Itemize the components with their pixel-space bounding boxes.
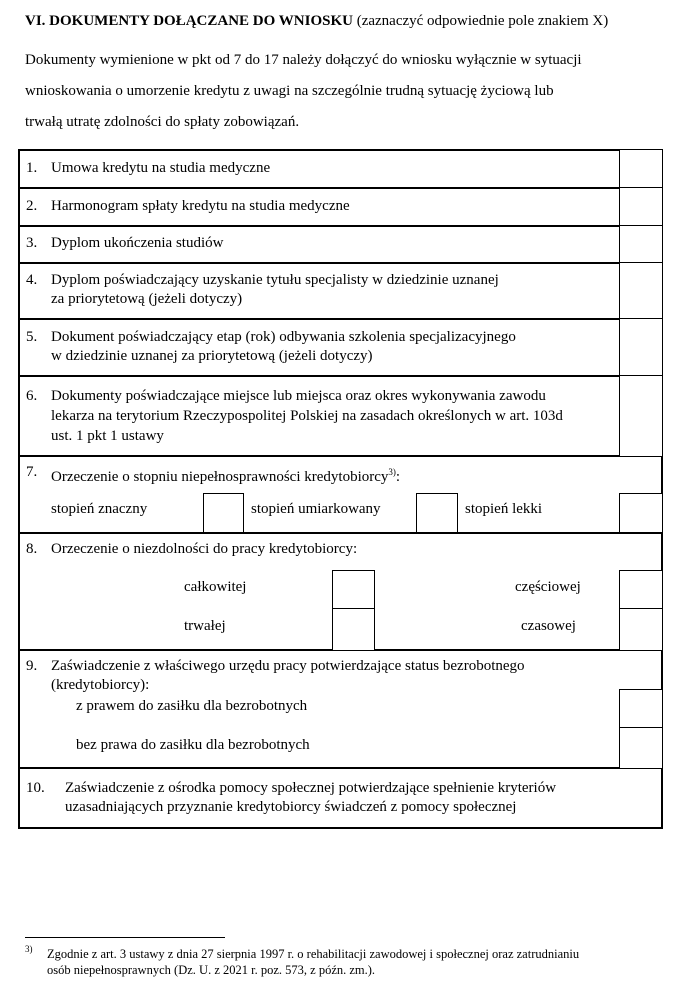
item-number: 10.: [26, 780, 45, 796]
checkbox-dyplom[interactable]: [619, 225, 663, 264]
checkbox-calkowitej[interactable]: [332, 570, 375, 610]
footnote-mark: 3): [25, 944, 33, 954]
item-number: 1.: [26, 160, 38, 176]
item-label-suffix: :: [395, 469, 401, 485]
option-label: całkowitej: [184, 579, 247, 595]
item-number: 2.: [26, 198, 38, 214]
item-label-line-1: Zaświadczenie z właściwego urzędu pracy potwierdzające status bezrobotnego: [51, 658, 525, 674]
checkbox-czasowej[interactable]: [619, 608, 663, 651]
option-label: z prawem do zasiłku dla bezrobotnych: [76, 698, 308, 714]
checkbox-miejsce-wykonywania[interactable]: [619, 375, 663, 457]
item-label-line-2: (kredytobiorcy):: [51, 677, 150, 693]
item-label-line-2: lekarza na terytorium Rzeczypospolitej Polskiej na zasadach określonych w art. 103d: [51, 408, 563, 424]
checkbox-stopien-znaczny[interactable]: [203, 493, 244, 533]
section-instruction: (zaznaczyć odpowiednie pole znakiem X): [356, 13, 609, 29]
item-label-text: Orzeczenie o stopniu niepełnosprawności kredytobiorcy: [51, 469, 389, 485]
checkbox-harmonogram[interactable]: [619, 187, 663, 227]
option-label: stopień umiarkowany: [251, 501, 381, 517]
item-label: Umowa kredytu na studia medyczne: [51, 160, 271, 176]
item-label: [51, 463, 400, 487]
item-label-line-1: Dyplom poświadczający uzyskanie tytułu specjalisty w dziedzinie uznanej: [51, 272, 499, 288]
item-label-line-2: uzasadniających przyznanie kredytobiorcy świadczeń z pomocy społecznej: [65, 799, 517, 815]
checkbox-dyplom-specjalisty[interactable]: [619, 262, 663, 320]
item-label-line-1: Zaświadczenie z ośrodka pomocy społecznej potwierdzające spełnienie kryteriów: [65, 780, 557, 796]
option-label: stopień znaczny: [51, 501, 148, 517]
checkbox-etap-szkolenia[interactable]: [619, 318, 663, 377]
intro-line-2: wnioskowania o umorzenie kredytu z uwagi na szczególnie trudną sytuację życiową lub: [25, 83, 554, 99]
item-label-line-2: w dziedzinie uznanej za priorytetową (jeżeli dotyczy): [51, 348, 373, 364]
checkbox-trwalej[interactable]: [332, 608, 375, 651]
checkbox-stopien-lekki[interactable]: [619, 493, 663, 533]
item-number: 8.: [26, 541, 38, 557]
item-label-line-1: Dokument poświadczający etap (rok) odbywania szkolenia specjalizacyjnego: [51, 329, 516, 345]
footnote-line-2: osób niepełnosprawnych (Dz. U. z 2021 r. poz. 573, z późn. zm.).: [47, 963, 376, 977]
checkbox-umowa-kredytu[interactable]: [619, 149, 663, 189]
option-label: czasowej: [521, 618, 576, 634]
item-label: Orzeczenie o niezdolności do pracy kredytobiorcy:: [51, 541, 358, 557]
option-label: bez prawa do zasiłku dla bezrobotnych: [76, 737, 310, 753]
item-number: 7.: [26, 464, 38, 480]
checkbox-z-prawem-do-zasilku[interactable]: [619, 689, 663, 729]
item-number: 6.: [26, 388, 38, 404]
intro-line-3: trwałą utratę zdolności do spłaty zobowiązań.: [25, 114, 300, 130]
section-title: VI. DOKUMENTY DOŁĄCZANE DO WNIOSKU: [25, 13, 353, 29]
option-label: trwałej: [184, 618, 226, 634]
option-label: stopień lekki: [465, 501, 543, 517]
checkbox-czesciowej[interactable]: [619, 570, 663, 610]
item-number: 5.: [26, 329, 38, 345]
item-number: 4.: [26, 272, 38, 288]
footnote-reference: 3): [388, 467, 396, 477]
section-heading: [25, 13, 608, 30]
footnote-line-1: Zgodnie z art. 3 ustawy z dnia 27 sierpnia 1997 r. o rehabilitacji zawodowej i społecznej oraz zatrudnianiu: [47, 947, 580, 961]
item-label-line-1: Dokumenty poświadczające miejsce lub miejsca oraz okres wykonywania zawodu: [51, 388, 546, 404]
checkbox-bez-prawa-do-zasilku[interactable]: [619, 727, 663, 769]
footnote-divider: [25, 937, 225, 938]
option-label: częściowej: [515, 579, 581, 595]
item-label: Harmonogram spłaty kredytu na studia medyczne: [51, 198, 350, 214]
checkbox-stopien-umiarkowany[interactable]: [416, 493, 458, 533]
intro-line-1: Dokumenty wymienione w pkt od 7 do 17 należy dołączyć do wniosku wyłącznie w sytuacji: [25, 52, 582, 68]
item-number: 9.: [26, 658, 38, 674]
item-label-line-2: za priorytetową (jeżeli dotyczy): [51, 291, 243, 307]
item-label-line-3: ust. 1 pkt 1 ustawy: [51, 428, 164, 444]
item-label: Dyplom ukończenia studiów: [51, 235, 224, 251]
item-number: 3.: [26, 235, 38, 251]
